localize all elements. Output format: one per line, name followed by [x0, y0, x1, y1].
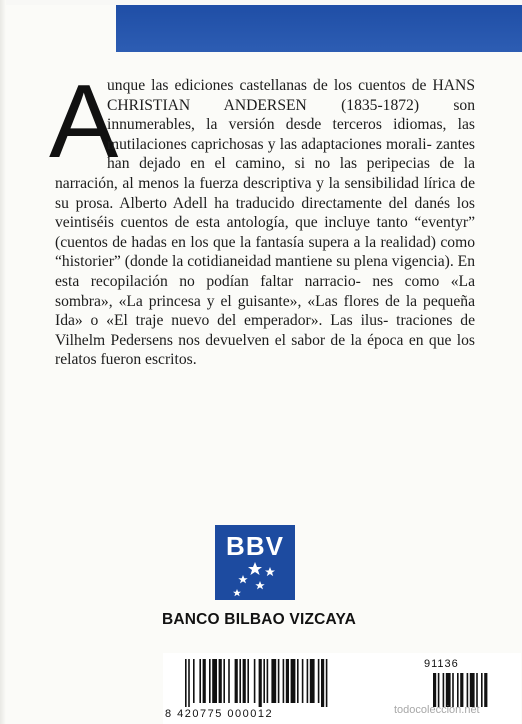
synopsis-line: innumerables, la versión desde terceros idiomas, las [107, 116, 475, 134]
barcode-addon-bar [470, 673, 475, 707]
synopsis-line: plena vigencia). En esta recopilación no podían faltar narracio- [55, 253, 475, 290]
barcode-addon-bar [481, 673, 483, 707]
synopsis-line: mutilaciones caprichosas y las adaptaciones morali- [107, 135, 432, 153]
synopsis-line: realidad) como “historier” (donde la cotidianeidad mantiene su [55, 233, 476, 271]
synopsis-line: de la pequeña Ida» o «El traje nuevo del emperador». Las ilus- [55, 292, 475, 330]
synopsis-line: de la narración, al menos la fuerza descriptiva y la sensibilidad [55, 155, 476, 192]
bbv-logo-text: BBV [226, 531, 284, 561]
synopsis-paragraph [55, 76, 475, 370]
barcode-bar [193, 659, 195, 703]
barcode-bar [243, 659, 246, 703]
barcode-addon-bar [484, 673, 487, 707]
barcode-bar [254, 659, 256, 703]
barcode-bar [321, 659, 324, 707]
barcode-bar [209, 659, 211, 703]
stars-icon [215, 559, 295, 599]
barcode-addon-bar [443, 673, 445, 707]
synopsis-line: unque las ediciones castellanas de los cuentos de [107, 77, 427, 94]
watermark: todocoleccion.net [394, 704, 480, 716]
barcode-bar [239, 659, 241, 703]
barcode-bar [297, 659, 299, 703]
synopsis-line: nes como «La sombra», «La princesa y el guisante», «Las flores [55, 272, 475, 310]
barcode-addon-bar [457, 673, 459, 707]
barcode-addon-bar [452, 673, 454, 707]
barcode-bar [212, 659, 217, 703]
barcode-ean-number: 8 420775 000012 [165, 708, 274, 720]
top-blue-band [0, 0, 522, 52]
bbv-logo [215, 525, 295, 600]
barcode-bar [223, 659, 225, 703]
synopsis-text [49, 64, 476, 370]
barcode-addon-bar [446, 673, 451, 707]
barcode-bar [228, 659, 230, 703]
synopsis-line: zantes han dejado en el camino, si no las peripecias [107, 135, 475, 173]
drop-cap: A [49, 64, 119, 180]
barcode-addon-bar [467, 673, 469, 707]
barcode-bar [199, 659, 201, 703]
barcode-bar [307, 659, 309, 703]
synopsis-line: traciones de Vilhelm Pedersens nos devuelven el sabor de la [55, 312, 475, 349]
synopsis-line: HANS CHRISTIAN ANDERSEN (1835-1872) son [107, 77, 475, 114]
barcode-bar [267, 659, 269, 703]
barcode-bar [188, 659, 190, 707]
barcode-bar [247, 659, 249, 703]
barcode-bar [219, 659, 222, 703]
barcode-bar [291, 659, 296, 703]
barcode-bar [263, 659, 265, 703]
barcode-bar [318, 659, 320, 703]
barcode-bar [185, 659, 187, 707]
synopsis-line: “eventyr” (cuentos de hadas en los que la fantasía supera a la [55, 214, 475, 251]
barcode-bar [326, 659, 328, 707]
spine-shadow [0, 0, 6, 724]
barcode-bar [271, 659, 276, 703]
synopsis-line: danés los veintiséis cuentos de esta antología, que incluye tanto [55, 194, 475, 232]
barcode-bar [283, 659, 285, 703]
barcode-bar [259, 659, 262, 707]
barcode-addon-bar [460, 673, 463, 707]
barcode-addon-number: 91136 [424, 658, 459, 670]
barcode-addon-bar [433, 673, 436, 707]
barcode-bar [203, 659, 206, 703]
band-white-corner [0, 5, 116, 52]
publisher-name: BANCO BILBAO VIZCAYA [161, 611, 357, 628]
barcode-bar [310, 659, 315, 703]
barcode-bar [286, 659, 289, 703]
barcode-bar [235, 659, 238, 703]
barcode-bars [171, 659, 511, 709]
synopsis-line: época en que los relatos fueron escritos. [55, 331, 475, 369]
barcode-addon-bar [476, 673, 478, 707]
synopsis-line: lírica de su prosa. Alberto Adell ha traducido directamente del [55, 174, 475, 212]
barcode-addon-bar [438, 673, 440, 707]
barcode-bar [302, 659, 304, 703]
barcode-bar [278, 659, 280, 703]
